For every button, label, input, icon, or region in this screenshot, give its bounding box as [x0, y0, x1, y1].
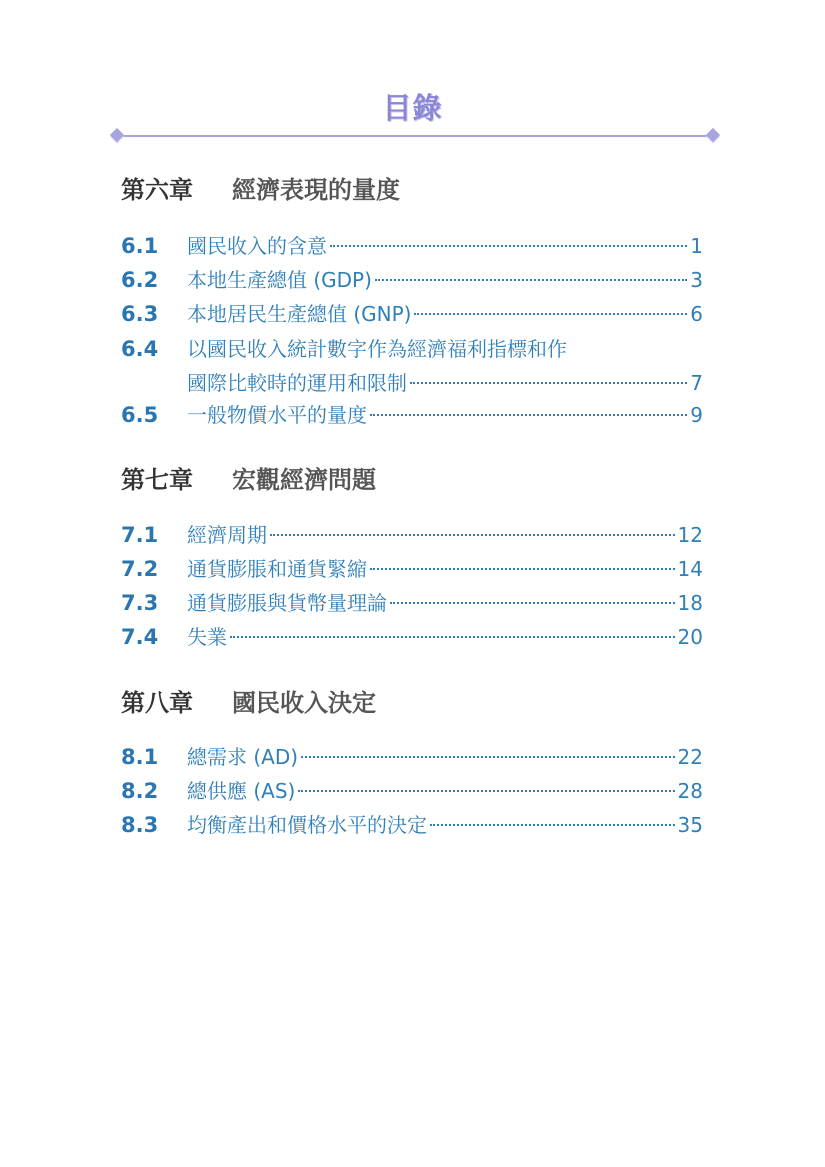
- dot-leader: [410, 382, 687, 384]
- dot-leader: [230, 636, 675, 638]
- toc-entry-6-5[interactable]: [121, 398, 703, 432]
- section-number: 7.4: [121, 625, 159, 649]
- section-title: 本地居民生產總值 (GNP): [187, 302, 412, 326]
- section-title: 經濟周期: [187, 523, 267, 547]
- chapter-heading-8: [121, 688, 376, 718]
- toc-entry-8-2[interactable]: [121, 774, 703, 808]
- chapter-number: 第六章: [121, 176, 193, 204]
- title-divider: [110, 128, 720, 144]
- section-title: 國民收入的含意: [187, 234, 327, 258]
- toc-entry-6-2[interactable]: [121, 263, 703, 297]
- dot-leader: [414, 313, 687, 315]
- toc-entry-7-2[interactable]: [121, 552, 703, 586]
- section-number: 6.4: [121, 337, 159, 361]
- section-title: 通貨膨脹與貨幣量理論: [187, 591, 387, 615]
- page-number: 22: [677, 745, 703, 769]
- toc-entry-7-3[interactable]: [121, 586, 703, 620]
- dot-leader: [370, 568, 675, 570]
- toc-entry-6-3[interactable]: [121, 297, 703, 331]
- section-number: 8.2: [121, 779, 159, 803]
- toc-entry-8-3[interactable]: [121, 808, 703, 842]
- section-number: 6.5: [121, 403, 159, 427]
- diamond-ornament-left: [110, 128, 124, 142]
- chapter-number: 第七章: [121, 466, 193, 494]
- section-title-line2: 國際比較時的運用和限制: [187, 371, 407, 395]
- dot-leader: [430, 824, 675, 826]
- dot-leader: [330, 245, 687, 247]
- page-number: 12: [677, 523, 703, 547]
- dot-leader: [375, 279, 687, 281]
- toc-entry-7-4[interactable]: [121, 620, 703, 654]
- page-number: 14: [677, 557, 703, 581]
- section-title: 總需求 (AD): [187, 745, 299, 769]
- dot-leader: [298, 790, 674, 792]
- toc-entry-7-1[interactable]: [121, 518, 703, 552]
- section-number: 6.3: [121, 302, 159, 326]
- page-number: 35: [677, 813, 703, 837]
- section-number: 6.2: [121, 268, 159, 292]
- chapter-name: 經濟表現的量度: [232, 176, 400, 204]
- chapter-name: 宏觀經濟問題: [232, 466, 376, 494]
- page-number: 7: [690, 371, 703, 395]
- toc-entry-6-4[interactable]: [121, 332, 703, 400]
- section-number: 7.2: [121, 557, 159, 581]
- section-number: 6.1: [121, 234, 159, 258]
- chapter-heading-7: [121, 465, 376, 495]
- chapter-heading-6: [121, 175, 400, 205]
- chapter-number: 第八章: [121, 689, 193, 717]
- toc-entry-8-1[interactable]: [121, 740, 703, 774]
- section-title: 一般物價水平的量度: [187, 403, 367, 427]
- page-number: 6: [690, 302, 703, 326]
- section-title-line1: 以國民收入統計數字作為經濟福利指標和作: [187, 337, 567, 361]
- section-title: 通貨膨脹和通貨緊縮: [187, 557, 367, 581]
- divider-line: [118, 135, 712, 137]
- section-title: 本地生產總值 (GDP): [187, 268, 372, 292]
- section-title: 失業: [187, 625, 227, 649]
- section-number: 7.1: [121, 523, 159, 547]
- section-title: 均衡產出和價格水平的決定: [187, 813, 427, 837]
- section-number: 8.3: [121, 813, 159, 837]
- dot-leader: [270, 534, 675, 536]
- dot-leader: [301, 756, 675, 758]
- dot-leader: [370, 414, 687, 416]
- page-number: 9: [690, 403, 703, 427]
- section-title: 總供應 (AS): [187, 779, 296, 803]
- diamond-ornament-right: [706, 128, 720, 142]
- dot-leader: [390, 602, 675, 604]
- page-number: 28: [677, 779, 703, 803]
- page-number: 3: [690, 268, 703, 292]
- chapter-name: 國民收入決定: [232, 689, 376, 717]
- page-number: 18: [677, 591, 703, 615]
- section-number: 7.3: [121, 591, 159, 615]
- page-number: 1: [690, 234, 703, 258]
- page-title: 目錄: [382, 91, 443, 125]
- page-number: 20: [677, 625, 703, 649]
- toc-entry-6-1[interactable]: [121, 229, 703, 263]
- section-number: 8.1: [121, 745, 159, 769]
